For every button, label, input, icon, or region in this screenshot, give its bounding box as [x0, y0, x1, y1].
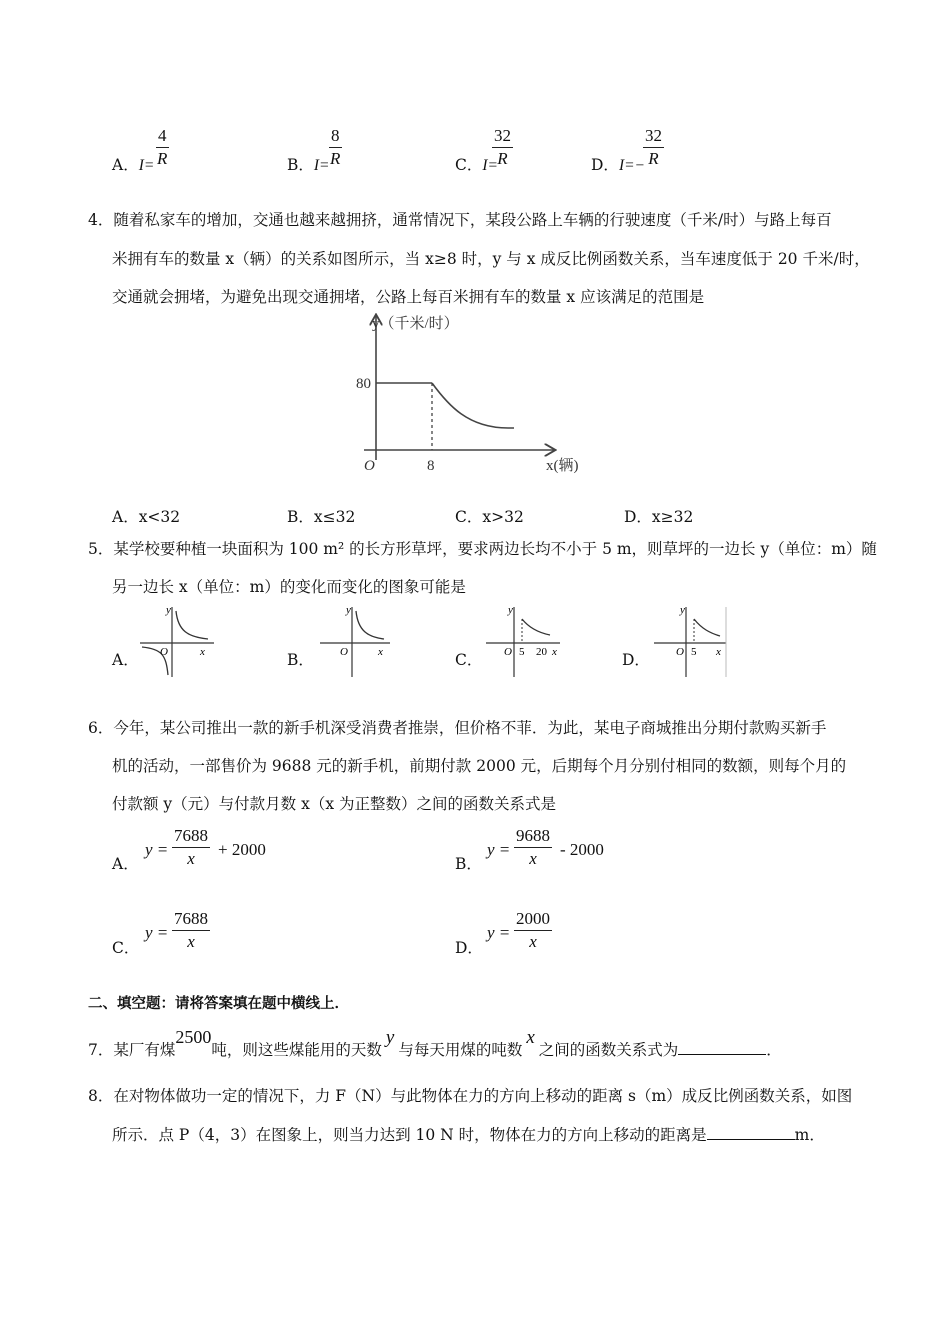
- numerator: 7688: [172, 826, 210, 848]
- numerator: 9688: [514, 826, 552, 848]
- option-lhs: y =: [145, 840, 169, 859]
- q5-graph-c: [484, 603, 564, 679]
- q3-option-d: [591, 153, 645, 175]
- q8-answer-blank[interactable]: [707, 1125, 795, 1140]
- q4-line-1: 4．随着私家车的增加，交通也越来越拥挤，通常情况下，某段公路上车辆的行驶速度（千米/时）与路上每百: [88, 211, 832, 229]
- q4-option-a: A．x<32: [112, 508, 181, 526]
- q5-option-c-label: C．: [455, 651, 483, 669]
- q8-text: 所示．点 P（4，3）在图象上，则当力达到 10 N 时，物体在力的方向上移动的距离是: [112, 1126, 707, 1144]
- q4-option-b: B．x≤32: [287, 508, 356, 526]
- tick-5: 5: [519, 646, 525, 658]
- origin-label: O: [160, 646, 168, 658]
- q7-text-a: 7．某厂有煤: [88, 1041, 176, 1059]
- fraction: [514, 826, 552, 869]
- q5-option-d-label: D．: [622, 651, 650, 669]
- q5-line-2: 另一边长 x（单位：m）的变化而变化的图象可能是: [112, 578, 466, 596]
- q7-text-c: 与每天用煤的吨数: [398, 1041, 523, 1059]
- x-label: x: [378, 646, 383, 658]
- q4-option-c: C．x>32: [455, 508, 524, 526]
- y-label: y: [508, 604, 513, 616]
- origin-label: O: [504, 646, 512, 658]
- q7-end: ．: [766, 1041, 782, 1059]
- x-label: x: [552, 646, 557, 658]
- q5-graph-a: [138, 603, 218, 679]
- denominator: R: [497, 149, 508, 168]
- option-tail: + 2000: [218, 840, 266, 859]
- q8-line-2: [112, 1124, 825, 1146]
- option-label: A．: [112, 855, 139, 873]
- x-tick-label: 8: [427, 458, 435, 474]
- numerator: 2000: [514, 909, 552, 931]
- q7-var-x: x: [526, 1027, 535, 1048]
- q4-option-d: D．x≥32: [624, 508, 694, 526]
- x-label: x: [716, 646, 721, 658]
- curve-segment: [694, 619, 720, 636]
- y-label: y: [680, 604, 685, 616]
- y-label: y: [166, 604, 171, 616]
- q6-line-2: 机的活动，一部售价为 9688 元的新手机，前期付款 2000 元，后期每个月分别付相同的数额，则每个月的: [112, 757, 847, 775]
- q7-answer-blank[interactable]: [678, 1040, 766, 1055]
- q5-line-1: 5．某学校要种植一块面积为 100 m² 的长方形草坪，要求两边长均不小于 5 m，则草坪的一边长 y（单位：m）随: [88, 540, 877, 558]
- curve-q1: [356, 611, 384, 639]
- curve-segment: [522, 619, 550, 635]
- tick-5: 5: [691, 646, 697, 658]
- numerator: 8: [329, 126, 342, 148]
- numerator: 32: [492, 126, 513, 148]
- option-label: A．: [112, 156, 139, 174]
- option-lhs: y =: [487, 840, 511, 859]
- denominator: R: [648, 149, 659, 168]
- origin-label: O: [364, 458, 375, 474]
- option-lhs: I=: [313, 157, 330, 174]
- curve-q1: [176, 611, 208, 639]
- denominator: x: [187, 932, 195, 951]
- denominator: R: [330, 149, 341, 168]
- option-label: C．: [112, 939, 140, 957]
- y-axis-label: y（千米/时）: [372, 316, 459, 332]
- q5-graph-d: [652, 603, 728, 679]
- q3-option-a: [112, 153, 154, 175]
- numerator: 32: [643, 126, 664, 148]
- option-lhs: I=: [482, 157, 498, 174]
- denominator: x: [529, 849, 537, 868]
- q5-graph-b: [318, 603, 392, 679]
- origin-label: O: [340, 646, 348, 658]
- option-label: D．: [591, 156, 619, 174]
- q4-line-3: 交通就会拥堵，为避免出现交通拥堵，公路上每百米拥有车的数量 x 应该满足的范围是: [112, 288, 705, 306]
- q7-line: [88, 1027, 782, 1061]
- q6-line-3: 付款额 y（元）与付款月数 x（x 为正整数）之间的函数关系式是: [112, 795, 557, 813]
- x-label: x: [200, 646, 205, 658]
- q3-option-b: [287, 153, 330, 175]
- option-lhs: y =: [487, 923, 511, 942]
- q7-text-b: 吨，则这些煤能用的天数: [211, 1041, 382, 1059]
- option-lhs: I=: [138, 157, 155, 174]
- fraction: [172, 909, 210, 952]
- option-label: B．: [455, 855, 482, 873]
- option-tail: - 2000: [560, 840, 604, 859]
- q8-end: m．: [794, 1126, 825, 1144]
- origin-label: O: [676, 646, 684, 658]
- q5-option-a-label: A．: [112, 651, 139, 669]
- fraction: [172, 826, 210, 869]
- q7-coal-amount: 2500: [175, 1027, 212, 1047]
- q6-line-1: 6．今年，某公司推出一款的新手机深受消费者推崇，但价格不菲．为此，某电子商城推出分期付款购买新手: [88, 719, 827, 737]
- tick-20: 20: [536, 646, 547, 658]
- option-label: B．: [287, 156, 314, 174]
- q3-c-fraction: [492, 126, 513, 169]
- section-2-heading: 二、填空题：请将答案填在题中横线上．: [88, 996, 349, 1012]
- q7-text-d: 之间的函数关系式为: [538, 1041, 679, 1059]
- fraction: [514, 909, 552, 952]
- option-label: C．: [455, 156, 483, 174]
- hyperbola-curve: [432, 383, 514, 428]
- y-label: y: [346, 604, 351, 616]
- q4-speed-graph: [358, 310, 588, 478]
- q5-option-b-label: B．: [287, 651, 314, 669]
- q3-a-fraction: [156, 126, 169, 169]
- denominator: R: [157, 149, 168, 168]
- numerator: 7688: [172, 909, 210, 931]
- x-axis-label: x(辆): [546, 458, 579, 474]
- option-lhs: y =: [145, 923, 169, 942]
- numerator: 4: [156, 126, 169, 148]
- denominator: x: [187, 849, 195, 868]
- y-tick-label: 80: [356, 376, 371, 392]
- q4-line-2: 米拥有车的数量 x（辆）的关系如图所示，当 x≥8 时，y 与 x 成反比例函数关系，当车速度低于 20 千米/时，: [112, 250, 870, 268]
- q7-var-y: y: [385, 1027, 395, 1048]
- option-label: D．: [455, 939, 483, 957]
- q3-b-fraction: [329, 126, 342, 169]
- q8-line-1: 8．在对物体做功一定的情况下，力 F（N）与此物体在力的方向上移动的距离 s（m）成反比例函数关系，如图: [88, 1087, 853, 1105]
- q3-d-fraction: [643, 126, 664, 169]
- denominator: x: [529, 932, 537, 951]
- option-lhs: I=−: [618, 157, 646, 174]
